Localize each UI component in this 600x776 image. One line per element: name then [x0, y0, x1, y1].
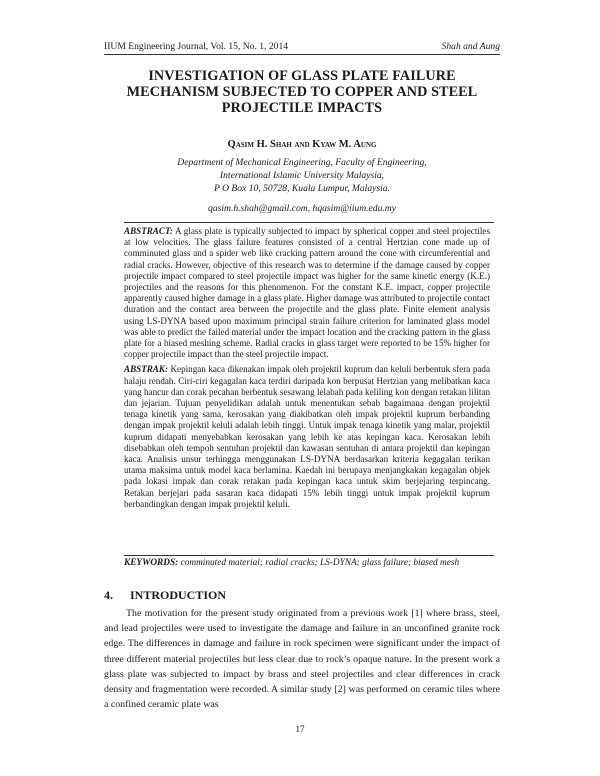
page-number: 17: [295, 724, 305, 734]
author-connector: and: [294, 139, 310, 150]
running-head: [104, 38, 500, 52]
affiliation-line: Department of Mechanical Engineering, Faculty of Engineering,: [177, 157, 427, 168]
abstrak-label: ABSTRAK:: [124, 364, 168, 375]
abstract-label: ABSTRACT:: [124, 226, 173, 236]
paper-title: [104, 68, 500, 116]
author-short-names: Shah and Aung: [441, 41, 500, 52]
title-line: INVESTIGATION OF GLASS PLATE FAILURE: [148, 68, 456, 84]
abstract-bottom-rule: [124, 555, 494, 556]
abstract-malay: [124, 364, 490, 510]
author-name: Kyaw M. Aung: [312, 139, 377, 150]
abstract-section: [124, 226, 490, 510]
section-number: 4.: [104, 588, 113, 602]
keywords: [124, 558, 494, 570]
keywords-label: KEYWORDS:: [124, 558, 179, 568]
title-line: MECHANISM SUBJECTED TO COPPER AND STEEL: [126, 84, 478, 100]
section-heading: [104, 588, 226, 603]
header-rule: [104, 54, 500, 55]
abstract-text: A glass plate is typically subjected to impact by spherical copper and steel projectiles at low velocities. The glass failure features consisted of a central Hertzian cone made up of comminuted glass and a spider web like cracking pattern around the cone with circumferential and radial cracks. However, objective of this research was to determine if the damage caused by copper projectile impact compared to steel projectile impact was higher for the same kinetic energy (K.E.) projectiles and the reasons for this phenomenon. For the constant K.E. impact, copper projectile apparently caused higher damage in a glass plate. Higher damage was attributed to projectile contact duration and the contact area between the projectile and the glass plate. Finite element analysis using LS-DYNA based upon maximum principal strain failure criterion for laminated glass model was able to predict the failed material under the impact location and the cracking pattern in the glass plate for a biased meshing scheme. Radial cracks in glass target were reported to be 15% higher for copper projectile impact than the steel projectile impact.: [124, 226, 490, 360]
author-name: Qasim H. Shah: [227, 139, 292, 150]
affiliation: [104, 156, 500, 195]
author-list: [104, 139, 500, 150]
author-emails: qasim.h.shah@gmail.com, hqasim@iium.edu.my: [208, 203, 396, 214]
keywords-text: comminuted material; radial cracks; LS-DYNA; glass failure; biased mesh: [180, 558, 460, 568]
affiliation-line: International Islamic University Malaysia,: [219, 170, 385, 181]
section-title: INTRODUCTION: [130, 588, 227, 602]
affiliation-line: P O Box 10, 50728, Kuala Lumpur, Malaysia.: [214, 183, 390, 194]
abstrak-text: Kepingan kaca dikenakan impak oleh projektil kuprum dan keluli berbentuk sfera pada halaju rendah. Ciri-ciri kegagalan kaca terdiri daripada kon berpusat Hertzian yang melibatkan kaca yang hancur dan corak pecahan berbentuk sesawang lelabah pada keliling kon dengan retakan lilitan dan jejarian. Tujuan penyelidikan adalah untuk menentukan sebab bagaimana dengan projektil tenaga kinetik yang sama, kerosakan yang diakibatkan oleh impak projektil kuprum berbanding dengan impak projektil keluli adalah lebih tinggi. Untuk impak tenaga kinetik yang malar, projektil kuprum didapati menyebabkan kerosakan yang lebih ke atas kepingan kaca. Kerosakan lebih disebabkan oleh tempoh sentuhan projektil dan kawasan sentuhan di antara projektil dan kepingan kaca. Analisis unsur terhingga menggunakan LS-DYNA berdasarkan kriteria kegagalan terikan utama maksima untuk model kaca berlamina. Kaedah ini berupaya menjangkakan kegagalan objek pada lokasi impak dan corak retakan pada kepingan kaca untuk skim berjejaring terpincang. Retakan berjejari pada sasaran kaca didapati 15% lebih tinggi untuk impak projektil kuprum berbandingkan dengan impak projektil keluli.: [124, 364, 490, 509]
journal-citation: IIUM Engineering Journal, Vol. 15, No. 1, 2014: [104, 41, 289, 52]
abstract-top-rule: [124, 222, 494, 223]
introduction-paragraph: The motivation for the present study originated from a previous work [1] where brass, steel, and lead projectiles were used to investigate the damage and failure in an unconfined granite rock edge. The differences in damage and failure in rock specimen were significant under the impact of three different material projectiles but less clear due to rock’s opaque nature. In the present work a glass plate was subjected to impact by brass and steel projectiles and clear differences in crack density and fragmentation were recorded. A similar study [2] was performed on ceramic tiles where a confined ceramic plate was: [104, 608, 500, 711]
title-line: PROJECTILE IMPACTS: [221, 100, 383, 116]
abstract-english: [124, 226, 490, 360]
